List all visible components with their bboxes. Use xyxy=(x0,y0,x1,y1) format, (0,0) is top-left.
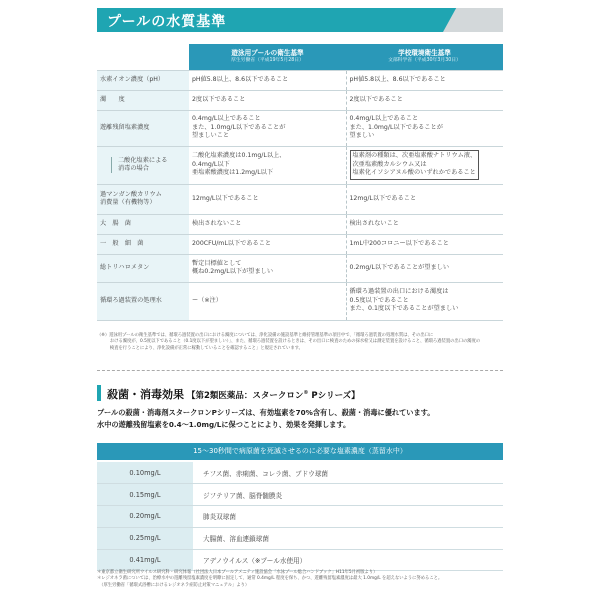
table-row xyxy=(97,527,503,549)
item-cell: 過マンガン酸カリウム 消費量（有機物等） xyxy=(97,184,189,214)
pathogen-cell: チフス菌、赤痢菌、コレラ菌、ブドウ球菌 xyxy=(193,462,503,484)
header-sub: 厚生労働省（平成19年5月28日） xyxy=(231,57,304,63)
concentration-cell: 0.20mg/L xyxy=(97,506,193,528)
section-title: プールの水質基準 xyxy=(107,14,227,30)
table-row xyxy=(97,282,503,320)
table-row xyxy=(97,90,503,110)
kill-table-footnote: ＊東京都立衛生研究所ウイルス研究科・研究体報（社団法人日本プールアメニティ施設協会「水泳プール総合ハンドブック」H11年5月初版より） ＊レジオネラ菌については、治療水中の遊離残留塩素濃度を明瞭に固定して、通常 0.4mg/L 程度を保ち、かつ、遊離残留塩素濃度は最大 1.0mg/L を超えないように努めること。 （厚生労働省「循環式浴槽におけるレジオネラ症防止対策マニュアル」より） xyxy=(97,570,443,588)
table-corner xyxy=(97,44,189,70)
table-row xyxy=(97,70,503,90)
section2-title: 殺菌・消毒効果 xyxy=(107,387,184,401)
pathogen-cell: 大腸菌、溶血連鎖球菌 xyxy=(193,527,503,549)
water-quality-table xyxy=(97,44,503,321)
header-title: 学校環境衛生基準 xyxy=(398,49,451,58)
table-row xyxy=(97,214,503,234)
table-row xyxy=(97,462,503,484)
concentration-cell: 0.15mg/L xyxy=(97,484,193,506)
pool-value: 12mg/L以下であること xyxy=(189,184,346,214)
concentration-cell: 0.10mg/L xyxy=(97,462,193,484)
item-cell: 遊離残留塩素濃度 xyxy=(97,110,189,146)
item-cell: 大 腸 菌 xyxy=(97,214,189,234)
concentration-cell: 0.25mg/L xyxy=(97,527,193,549)
pool-value: 検出されないこと xyxy=(189,214,346,234)
section2-subtitle: 【第2類医薬品：スタークロン® Pシリーズ】 xyxy=(187,390,360,401)
pool-value: 200CFU/mL以下であること xyxy=(189,234,346,254)
school-value: 12mg/L以下であること xyxy=(346,184,503,214)
header-school-standard xyxy=(346,44,503,70)
header-pool-standard xyxy=(189,44,346,70)
section-divider xyxy=(97,370,503,371)
header-sub: 文部科学省（平成30年3月30日） xyxy=(388,57,461,63)
table-row xyxy=(97,549,503,571)
table-row xyxy=(97,110,503,146)
pool-value: 2度以下であること xyxy=(189,90,346,110)
table-row xyxy=(97,484,503,506)
pool-value: pH値5.8以上、8.6以下であること xyxy=(189,70,346,90)
school-value: 循環ろ過装置の出口における濁度は 0.5度以下であること また、0.1度以下であることが望ましい xyxy=(346,282,503,320)
school-value: 0.4mg/L以上であること また、1.0mg/L以下であることが 望ましい xyxy=(346,110,503,146)
pathogen-cell: 肺炎双球菌 xyxy=(193,506,503,528)
pool-value: ー（※注） xyxy=(189,282,346,320)
section2-heading xyxy=(97,385,360,401)
school-value: 2度以下であること xyxy=(346,90,503,110)
school-value: 検出されないこと xyxy=(346,214,503,234)
school-value: 1mL中200コロニー以下であること xyxy=(346,234,503,254)
item-cell: 一 般 細 菌 xyxy=(97,234,189,254)
pool-value: 0.4mg/L以上であること また、1.0mg/L以下であることが 望ましいこと xyxy=(189,110,346,146)
table-row xyxy=(97,184,503,214)
table-row xyxy=(97,254,503,282)
item-cell: 濁 度 xyxy=(97,90,189,110)
pathogen-cell: アデノウイルス（※プール水使用） xyxy=(193,549,503,571)
school-value xyxy=(346,146,503,184)
section2-intro: プールの殺菌・消毒剤スタークロンPシリーズは、有効塩素を70%含有し、殺菌・消毒に優れています。 水中の遊離残留塩素を0.4〜1.0mg/Lに保つことにより、効果を発揮します。 xyxy=(97,408,435,430)
item-cell: 二酸化塩素による 消毒の場合 xyxy=(97,146,189,184)
section-banner xyxy=(97,8,503,32)
table-footnote: （※）遊泳用プールの衛生基準では、循環ろ過装置の出口における濁度については、浄化設備の施設基準と維持管理基準の項目中で、「循環ろ過装置の処理水質は、その出口に おける濁度が、0.5度以下であること（0.1度以下が望ましい）」、また、循環ろ過装置を設けるときは、その出口に検査のための採水栓又は測定装置を設けること、循環ろ過装置の出口の濁度の 検査を行うことにより、浄化設備が正常に稼動していることを確認すること」と規定されています。 xyxy=(97,333,481,351)
school-value: 0.2mg/L以下であることが望ましい xyxy=(346,254,503,282)
item-cell: 総トリハロメタン xyxy=(97,254,189,282)
item-cell: 循環ろ過装置の処理水 xyxy=(97,282,189,320)
pathogen-cell: ジフテリア菌、脳脊髄膜炎 xyxy=(193,484,503,506)
kill-table-title: 15〜30秒間で病原菌を死滅させるのに必要な塩素濃度（蒸留水中） xyxy=(97,443,503,460)
table-row xyxy=(97,234,503,254)
header-title: 遊泳用プールの衛生基準 xyxy=(231,49,304,58)
boxed-note: 塩素剤の種類は、次亜塩素酸ナトリウム液、 次亜塩素酸カルシウム又は 塩素化イソシアヌル酸のいずれかであること xyxy=(350,150,480,179)
item-cell: 水素イオン濃度（pH） xyxy=(97,70,189,90)
table-row xyxy=(97,506,503,528)
pool-value: 二酸化塩素濃度は0.1mg/L以上、 0.4mg/L以下 亜塩素酸濃度は1.2mg/L以下 xyxy=(189,146,346,184)
concentration-cell: 0.41mg/L xyxy=(97,549,193,571)
pool-value: 暫定目標値として 概ね0.2mg/L以下が望ましい xyxy=(189,254,346,282)
table-row xyxy=(97,146,503,184)
school-value: pH値5.8以上、8.6以下であること xyxy=(346,70,503,90)
kill-table xyxy=(97,462,503,571)
